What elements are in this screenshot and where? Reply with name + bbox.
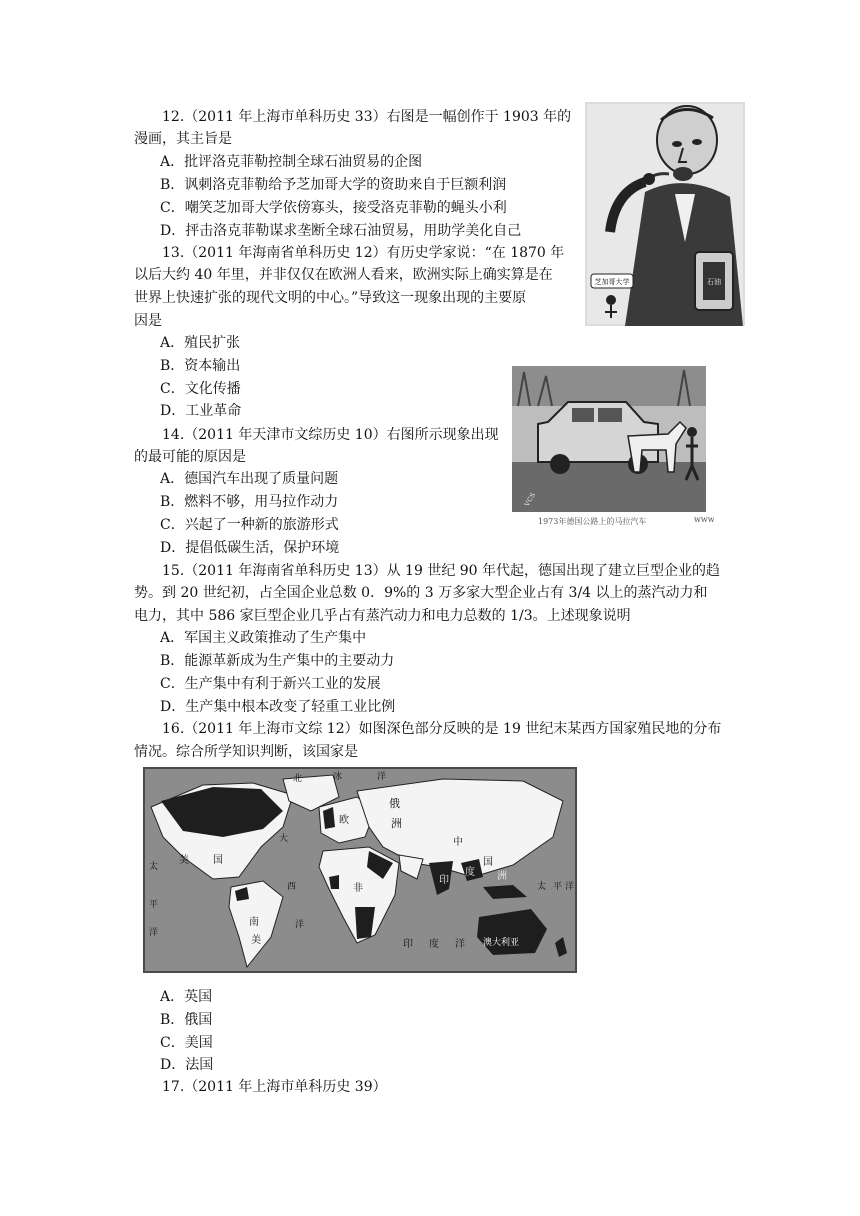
q13-option-b: B．资本输出: [160, 358, 241, 374]
q12-option-b: B．讽刺洛克菲勒给予芝加哥大学的资助来自于巨额利润: [160, 177, 507, 193]
map-label-29: 美: [251, 935, 261, 946]
map-label-5: 洲: [391, 817, 402, 830]
q12-stem-line-2: 漫画，其主旨是: [134, 131, 232, 147]
map-label-18: 印: [439, 875, 449, 886]
map-label-8: 国: [213, 855, 223, 866]
q13-stem-line-4: 因是: [134, 313, 162, 329]
colonial-world-map: [143, 767, 577, 973]
map-label-1: 北: [293, 774, 303, 784]
map-label-24: 太: [537, 882, 547, 892]
q13-option-c: C．文化传播: [160, 381, 241, 397]
q15-stem-line-3: 电力，其中 586 家巨型企业几乎占有蒸汽动力和电力总数的 1/3。上述现象说明: [134, 608, 631, 624]
map-label-14: 大: [279, 834, 289, 844]
q16-option-a: A．英国: [160, 989, 213, 1005]
svg-text:vcs: vcs: [521, 490, 538, 509]
q13-option-a: A．殖民扩张: [160, 335, 241, 351]
q15-stem-line-2: 势。到 20 世纪初，占全国企业总数 0．9%的 3 万多家大型企业占有 3/4 以上的蒸汽动力和: [134, 585, 708, 601]
rockefeller-cartoon: [585, 102, 745, 326]
q14-option-d: D．提倡低碳生活，保护环境: [160, 540, 340, 556]
map-label-15: 西: [287, 882, 297, 892]
q14-option-b: B．燃料不够，用马拉作动力: [160, 494, 339, 510]
map-label-16: 洋: [295, 920, 305, 930]
map-label-19: 度: [465, 867, 475, 878]
q16-stem-line-2: 情况。综合所学知识判断，该国家是: [134, 744, 358, 760]
q15-option-a: A．军国主义政策推动了生产集中: [160, 630, 367, 646]
q13-option-d: D．工业革命: [160, 403, 242, 419]
map-label-23: 澳大利亚: [483, 938, 520, 948]
q15-option-c: C．生产集中有利于新兴工业的发展: [160, 676, 381, 692]
map-label-25: 平: [553, 882, 563, 892]
q16-option-d: D．法国: [160, 1057, 214, 1073]
q14-option-c: C．兴起了一种新的旅游形式: [160, 517, 339, 533]
map-label-12: 平: [149, 900, 159, 910]
q17-stem-line-1: 17.（2011 年上海市单科历史 39）: [162, 1079, 387, 1095]
map-label-17: 非: [353, 883, 363, 894]
map-label-11: 太: [149, 862, 159, 872]
q14-option-a: A．德国汽车出现了质量问题: [160, 471, 339, 487]
map-label-2: 冰: [333, 772, 343, 782]
horse-drawn-car-photo: [508, 362, 714, 530]
q13-stem-line-1: 13.（2011 年海南省单科历史 12）有历史学家说：“在 1870 年: [162, 245, 565, 261]
q15-option-b: B．能源革新成为生产集中的主要动力: [160, 653, 395, 669]
q12-option-d: D．抨击洛克菲勒谋求垄断全球石油贸易，用助学美化自己: [160, 223, 522, 239]
map-label-6: 欧: [339, 815, 349, 826]
cartoon-label-university: 芝加哥大学: [594, 278, 630, 286]
q15-option-d: D．生产集中根本改变了轻重工业比例: [160, 699, 396, 715]
photo-watermark: www: [694, 515, 714, 524]
map-label-27: 洲: [497, 871, 507, 882]
q16-stem-line-1: 16.（2011 年上海市文综 12）如图深色部分反映的是 19 世纪末某西方国家殖民地的分布: [162, 721, 722, 737]
map-label-20: 印: [403, 939, 413, 950]
map-label-10: 国: [483, 857, 493, 868]
map-label-3: 洋: [377, 772, 387, 782]
q12-option-c: C．嘲笑芝加哥大学依傍寡头，接受洛克菲勒的蝇头小利: [160, 200, 507, 216]
q16-option-c: C．美国: [160, 1035, 213, 1051]
q14-stem-line-1: 14.（2011 年天津市文综历史 10）右图所示现象出现: [162, 427, 499, 443]
map-label-21: 度: [429, 939, 439, 950]
q13-stem-line-2: 以后大约 40 年里，并非仅仅在欧洲人看来，欧洲实际上确实算是在: [134, 267, 553, 283]
photo-caption: 1973年德国公路上的马拉汽车: [538, 517, 647, 526]
map-label-22: 洋: [455, 939, 465, 950]
q12-stem-line-1: 12.（2011 年上海市单科历史 33）右图是一幅创作于 1903 年的: [162, 109, 572, 125]
map-label-4: 俄: [389, 797, 400, 810]
q12-option-a: A．批评洛克菲勒控制全球石油贸易的企图: [160, 154, 423, 170]
q13-stem-line-3: 世界上快速扩张的现代文明的中心。”导致这一现象出现的主要原: [134, 290, 527, 306]
q16-option-b: B．俄国: [160, 1012, 213, 1028]
map-label-28: 南: [249, 917, 259, 928]
map-label-9: 中: [453, 837, 463, 848]
cartoon-label-cup: 石油: [707, 278, 721, 286]
map-label-13: 洋: [149, 928, 159, 938]
q14-stem-line-2: 的最可能的原因是: [134, 449, 246, 465]
q15-stem-line-1: 15.（2011 年海南省单科历史 13）从 19 世纪 90 年代起，德国出现了建立巨型企业的趋: [162, 563, 721, 579]
map-label-26: 洋: [565, 882, 575, 892]
map-label-7: 美: [179, 855, 189, 866]
